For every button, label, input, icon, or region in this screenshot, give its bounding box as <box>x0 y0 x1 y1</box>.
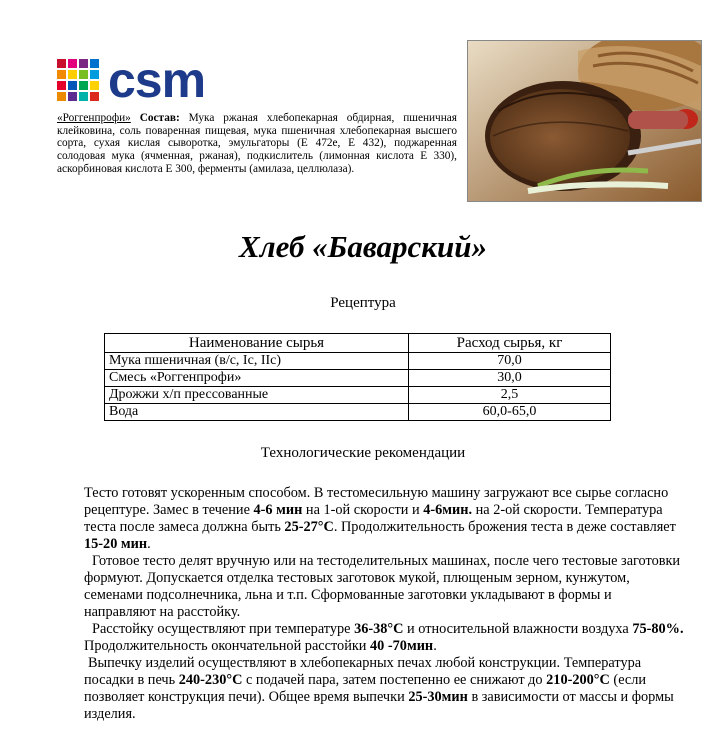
logo-square <box>90 59 99 68</box>
logo-square <box>79 59 88 68</box>
tech-heading: Технологические рекомендации <box>260 445 466 461</box>
column-header: Расход сырья, кг <box>409 334 611 353</box>
paragraph-dough: Тесто готовят ускоренным способом. В тестомесильную машину загружают все сырье согласно рецептуре. Замес в течение 4-6 мин на 1-ой скорости и 4-6мин. на 2-ой скорости. Температура теста после замеса должна быть 25-27°С. Продолжительность брожения теста в деже составляет 15-20 мин. <box>84 485 676 552</box>
logo-square <box>79 70 88 79</box>
recipe-heading: Рецептура <box>330 295 396 311</box>
table-row <box>105 404 611 421</box>
logo-square <box>90 70 99 79</box>
ingredient-cell: Смесь «Роггенпрофи» <box>105 370 409 387</box>
paragraph-baking: Выпечку изделий осуществляют в хлебопекарных печах любой конструкции. Температура посадки в печь 240-230°С с подачей пара, затем постепенно ее снижают до 210-200°С (если позволяет конструкция печи). Общее время выпечки 25-30мин в зависимости от массы и формы изделия. <box>84 655 674 722</box>
logo-square <box>68 92 77 101</box>
paragraph-proofing: Расстойку осуществляют при температуре 36-38°С и относительной влажности воздуха 75-80%. Продолжительность окончательной расстойки 40 -70мин. <box>84 621 684 654</box>
logo-square <box>79 81 88 90</box>
logo-wordmark: csm <box>108 52 206 108</box>
amount-cell: 70,0 <box>409 353 611 370</box>
logo-square <box>90 92 99 101</box>
table-header-row <box>105 334 611 353</box>
product-name: «Роггенпрофи» <box>57 112 131 124</box>
tech-recommendations <box>84 485 684 723</box>
page-title: Хлеб «Баварский» <box>239 229 487 264</box>
logo-square <box>57 81 66 90</box>
recipe-table <box>104 333 611 421</box>
ingredient-cell: Дрожжи х/п прессованные <box>105 387 409 404</box>
logo-square <box>57 70 66 79</box>
logo-square <box>68 59 77 68</box>
table-row <box>105 387 611 404</box>
table-row <box>105 370 611 387</box>
composition-text <box>57 112 457 176</box>
amount-cell: 2,5 <box>409 387 611 404</box>
column-header: Наименование сырья <box>105 334 409 353</box>
csm-logo <box>57 52 206 108</box>
bread-photo <box>467 40 702 202</box>
table-row <box>105 353 611 370</box>
logo-square <box>57 59 66 68</box>
logo-square <box>90 81 99 90</box>
composition-ingredients: Мука ржаная хлебопекарная обдирная, пшеничная клейковина, соль поваренная пищевая, мука пшеничная хлебопекарная высшего сорта, сухая кислая сыворотка, эмульгаторы (Е 472е, Е 432), поджаренная солодовая мука (ячменная, ржаная), подкислитель (лимонная кислота Е 330), аскорбиновая кислота Е 300, ферменты (амилаза, целлюлаза). <box>57 112 457 175</box>
ingredient-cell: Мука пшеничная (в/с, Iс, IIс) <box>105 353 409 370</box>
ingredient-cell: Вода <box>105 404 409 421</box>
amount-cell: 30,0 <box>409 370 611 387</box>
logo-square <box>57 92 66 101</box>
amount-cell: 60,0-65,0 <box>409 404 611 421</box>
composition-label: Состав: <box>139 112 180 124</box>
logo-mosaic-icon <box>57 59 99 101</box>
logo-square <box>68 81 77 90</box>
logo-square <box>68 70 77 79</box>
bread-photo-illustration <box>468 41 701 201</box>
logo-square <box>79 92 88 101</box>
paragraph-dividing: Готовое тесто делят вручную или на тестоделительных машинах, после чего тестовые заготовки формуют. Допускается отделка тестовых заготовок мукой, плющеным зерном, кунжутом, семенами подсолнечника, льна и т.п. Сформованные заготовки укладывают в формы и направляют на расстойку. <box>84 553 681 620</box>
